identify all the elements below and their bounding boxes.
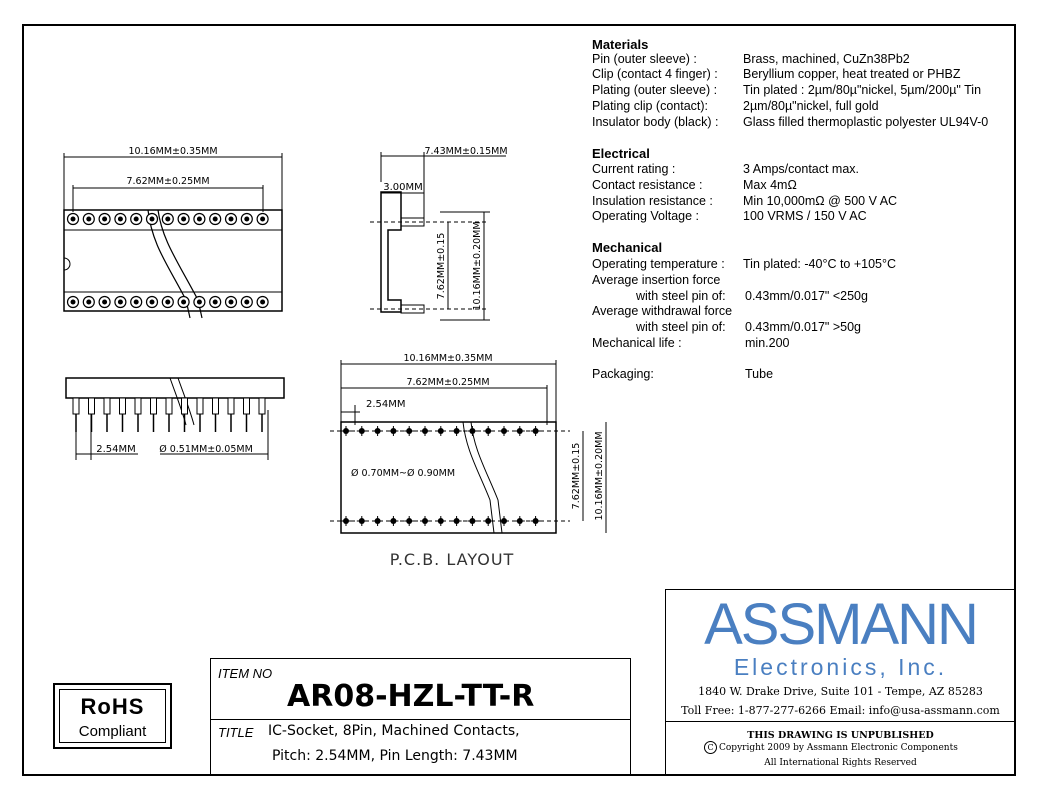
spec-value: 100 VRMS / 150 V AC	[743, 209, 867, 223]
pcb-dim-outer-vertical: 10.16MM±0.20MM	[594, 431, 605, 521]
pcb-pad	[533, 518, 539, 524]
spec-value: Tin plated: -40°C to +105°C	[743, 257, 897, 271]
spec-label: with steel pin of:	[636, 320, 726, 334]
socket-contact-center	[71, 217, 76, 222]
pcb-pad	[359, 518, 365, 524]
socket-contact-center	[71, 300, 76, 305]
title-line-1: IC-Socket, 8Pin, Machined Contacts,	[268, 723, 520, 739]
socket-contact-center	[86, 300, 91, 305]
pcb-pad	[438, 518, 444, 524]
copyright-text: Copyright 2009 by Assmann Electronic Components	[719, 743, 958, 753]
top-pin-row	[68, 214, 269, 308]
socket-contact-center	[229, 217, 234, 222]
socket-contact-center	[260, 217, 265, 222]
socket-contact-center	[150, 217, 155, 222]
rohs-title: RoHS	[80, 694, 145, 719]
pcb-pad	[422, 428, 428, 434]
spec-value: Min 10,000mΩ @ 500 V AC	[743, 194, 898, 208]
socket-body	[64, 210, 282, 311]
spec-value: 2µm/80µ"nickel, full gold	[743, 99, 879, 113]
rohs-subtitle: Compliant	[78, 723, 147, 740]
socket-contact-center	[86, 217, 91, 222]
item-number: AR08-HZL-TT-R	[287, 679, 535, 714]
spec-label: Current rating :	[592, 162, 676, 176]
socket-contact-center	[150, 300, 155, 305]
pcb-pad	[390, 518, 396, 524]
pcb-pad	[343, 428, 349, 434]
item-label: ITEM NO	[218, 666, 273, 681]
pcb-dim-pitch: 2.54MM	[366, 399, 406, 410]
company-logo-sub: Electronics, Inc.	[733, 654, 948, 680]
spec-label: with steel pin of:	[636, 289, 726, 303]
spec-label: Plating clip (contact):	[592, 99, 709, 113]
socket-contact-center	[244, 217, 249, 222]
mechanical-heading: Mechanical	[592, 240, 663, 255]
spec-value: 0.43mm/0.017" <250g	[745, 289, 868, 303]
dim-pitch-vertical: 7.62MM±0.15	[436, 232, 447, 300]
pcb-dim-pitch-vertical: 7.62MM±0.15	[571, 442, 582, 510]
socket-contact-center	[118, 217, 123, 222]
pcb-dim-inner: 7.62MM±0.25MM	[406, 377, 490, 388]
spec-value: Tin plated : 2µm/80µ"nickel, 5µm/200µ" Tin	[743, 83, 982, 97]
pcb-pad	[454, 428, 460, 434]
socket-contact-center	[181, 217, 186, 222]
pcb-pad	[359, 428, 365, 434]
dim-pin-diameter: Ø 0.51MM±0.05MM	[159, 444, 253, 455]
dim-height: 3.00MM	[383, 182, 423, 193]
electrical-heading: Electrical	[592, 146, 650, 161]
pcb-pad	[517, 428, 523, 434]
front-pin-sleeve	[120, 398, 126, 414]
pcb-pad	[517, 518, 523, 524]
socket-contact-center	[134, 217, 139, 222]
front-pin-sleeve	[104, 398, 110, 414]
socket-contact-center	[213, 300, 218, 305]
front-body	[66, 378, 284, 398]
socket-contact-center	[244, 300, 249, 305]
company-contact: Toll Free: 1-877-277-6266 Email: info@usa-assmann.com	[681, 704, 1000, 717]
spec-label: Insulation resistance :	[592, 194, 713, 208]
spec-value: Beryllium copper, heat treated or PHBZ	[743, 67, 961, 81]
front-pin-sleeve	[89, 398, 95, 414]
pcb-pad	[406, 518, 412, 524]
front-pin-sleeve	[228, 398, 234, 414]
pcb-pad	[469, 518, 475, 524]
tube-line	[471, 422, 502, 533]
pin1-notch	[64, 258, 70, 270]
front-pin-sleeve	[151, 398, 157, 414]
pcb-caption: P.C.B. LAYOUT	[389, 550, 515, 569]
pcb-pad	[454, 518, 460, 524]
socket-contact-center	[197, 217, 202, 222]
front-pin-sleeve	[182, 398, 188, 414]
pcb-pad	[343, 518, 349, 524]
spec-label: Contact resistance :	[592, 178, 703, 192]
socket-contact-center	[181, 300, 186, 305]
copyright-icon: C	[704, 741, 717, 754]
company-logo-name: ASSMANN	[704, 592, 977, 657]
socket-contact-center	[213, 217, 218, 222]
title-line-2: Pitch: 2.54MM, Pin Length: 7.43MM	[272, 748, 518, 764]
spec-value: 3 Amps/contact max.	[743, 162, 860, 176]
front-pin-sleeve	[244, 398, 250, 414]
pcb-pad	[485, 428, 491, 434]
socket-contact-center	[102, 217, 107, 222]
spec-label: Mechanical life :	[592, 336, 682, 350]
tube-line	[463, 422, 494, 533]
socket-contact-center	[118, 300, 123, 305]
socket-contact-center	[165, 300, 170, 305]
copyright-line	[704, 741, 958, 756]
spec-value: Brass, machined, CuZn38Pb2	[743, 52, 910, 66]
spec-label: Insulator body (black) :	[592, 115, 719, 129]
pcb-pad	[375, 428, 381, 434]
unpublished-notice: THIS DRAWING IS UNPUBLISHED	[747, 730, 934, 741]
front-pin-sleeve	[213, 398, 219, 414]
dim-inner-width: 7.62MM±0.25MM	[126, 176, 210, 187]
spec-label: Operating temperature :	[592, 257, 725, 271]
rohs-badge	[53, 683, 172, 749]
company-block	[665, 589, 1016, 776]
spec-value: Max 4mΩ	[743, 178, 797, 192]
pcb-dim-hole: Ø 0.70MM~Ø 0.90MM	[351, 468, 456, 479]
pcb-pad	[390, 428, 396, 434]
spec-label: Average insertion force	[592, 273, 721, 287]
pcb-pad	[501, 428, 507, 434]
packaging-label: Packaging:	[592, 367, 654, 381]
pcb-pad	[406, 428, 412, 434]
rights-line: All International Rights Reserved	[764, 758, 917, 768]
front-pin-row	[73, 398, 265, 432]
socket-contact-center	[260, 300, 265, 305]
spec-value: Glass filled thermoplastic polyester UL94V-0	[743, 115, 989, 129]
dim-outer-width: 10.16MM±0.35MM	[128, 146, 218, 157]
dim-pitch: 2.54MM	[96, 444, 136, 455]
socket-contact-center	[229, 300, 234, 305]
dim-outer-vertical: 10.16MM±0.20MM	[472, 221, 483, 311]
socket-contact-center	[165, 217, 170, 222]
front-pin-sleeve	[259, 398, 265, 414]
spec-label: Average withdrawal force	[592, 304, 733, 318]
front-pin-sleeve	[135, 398, 141, 414]
spec-value: 0.43mm/0.017" >50g	[745, 320, 861, 334]
pcb-pad	[485, 518, 491, 524]
side-body	[381, 192, 401, 312]
spec-label: Operating Voltage :	[592, 209, 700, 223]
pcb-dim-outer: 10.16MM±0.35MM	[403, 353, 493, 364]
pcb-pad	[501, 518, 507, 524]
dim-pin-length: 7.43MM±0.15MM	[424, 146, 508, 157]
pcb-pad	[469, 428, 475, 434]
pcb-pad	[422, 518, 428, 524]
title-label: TITLE	[218, 725, 254, 740]
pcb-pad	[375, 518, 381, 524]
socket-contact-center	[134, 300, 139, 305]
pcb-pad	[438, 428, 444, 434]
front-pin-sleeve	[197, 398, 203, 414]
front-pin-sleeve	[73, 398, 79, 414]
front-pin-sleeve	[166, 398, 172, 414]
materials-heading: Materials	[592, 37, 649, 52]
socket-contact-center	[197, 300, 202, 305]
spec-label: Pin (outer sleeve) :	[592, 52, 697, 66]
spec-label: Plating (outer sleeve) :	[592, 83, 718, 97]
item-block	[210, 658, 631, 776]
spec-label: Clip (contact 4 finger) :	[592, 67, 718, 81]
socket-contact-center	[102, 300, 107, 305]
spec-value: min.200	[745, 336, 790, 350]
packaging-value: Tube	[745, 367, 774, 381]
company-address: 1840 W. Drake Drive, Suite 101 - Tempe, AZ 85283	[698, 685, 983, 698]
pcb-pad	[533, 428, 539, 434]
